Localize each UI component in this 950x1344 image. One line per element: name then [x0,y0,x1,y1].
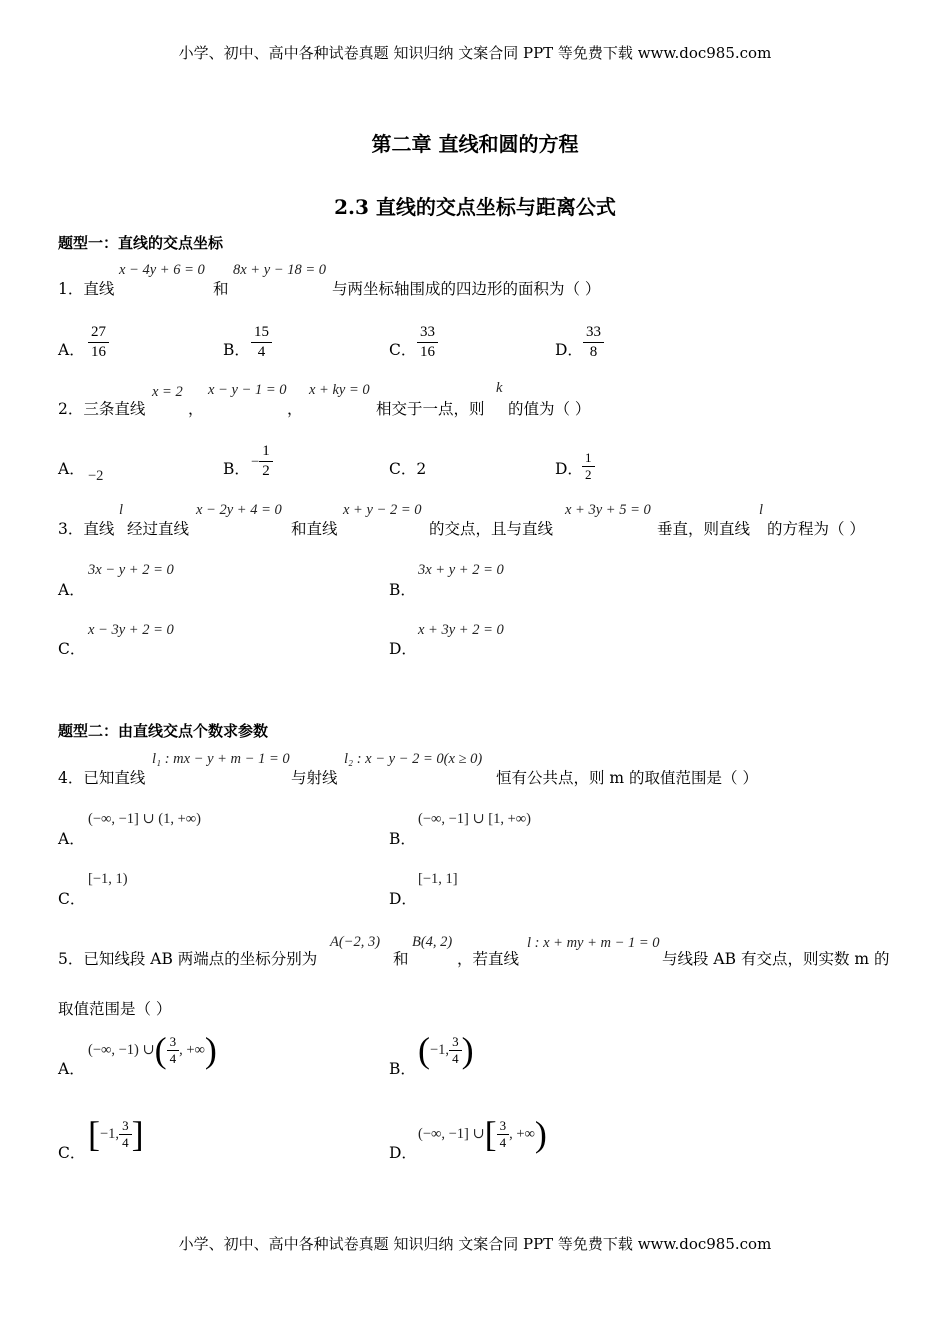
q2-option-b-value [251,442,273,481]
q3-option-d-value: x + 3y + 2 = 0 [418,622,504,638]
q4-prefix: 4．已知直线 [58,769,146,787]
q2-option-a-label: A． [58,460,85,478]
q5-line-2: 取值范围是（ ） [58,1000,172,1018]
q1-option-b-numerator: 15 [254,324,269,340]
q1-option-c-denominator: 16 [420,344,435,360]
q1-option-d-label: D． [555,341,583,359]
section-title: 2.3 直线的交点坐标与距离公式 [334,195,616,219]
q3-text-5: 的方程为（ ） [767,520,865,538]
q5-text-2: 与线段 AB 有交点，则实数 m 的 [662,950,890,968]
q4-option-d-label: D． [389,890,417,908]
q5-point-b: B(4, 2) [412,934,453,950]
q3-text-4: 垂直，则直线 [657,520,751,538]
q1-option-a-fraction [88,323,109,362]
q4-equation-1: l₁ : mx − y + m − 1 = 0 [152,751,290,767]
q5-option-a-suffix: , +∞ [179,1041,205,1058]
q5-option-a-open-paren: ( [154,1030,167,1070]
q3-option-c-value: x − 3y + 2 = 0 [88,622,174,638]
q5-option-c-prefix: −1, [100,1125,120,1142]
q2-option-b-sign: − [251,454,260,470]
q5-option-a-numerator: 3 [169,1033,177,1049]
q4-option-c-label: C． [58,890,86,908]
page-footer: 小学、初中、高中各种试卷真题 知识归纳 文案合同 PPT 等免费下载 www.doc985.com [178,1235,772,1253]
q5-equation: l : x + my + m − 1 = 0 [527,935,660,951]
q4-option-c-value: [−1, 1) [88,871,128,887]
q5-prefix: 5．已知线段 AB 两端点的坐标分别为 [58,950,318,968]
q1-option-c-label: C． [389,341,417,359]
q5-option-a-label: A． [58,1060,85,1078]
q5-option-a-close-paren: ) [204,1030,217,1070]
q1-equation-2: 8x + y − 18 = 0 [233,262,326,278]
q5-option-d-suffix: , +∞ [509,1125,535,1142]
q3-option-d-label: D． [389,640,417,658]
q1-option-c-numerator: 33 [420,324,435,340]
q3-var-l-2: l [759,502,764,518]
q2-var-k: k [496,380,503,396]
q5-option-d-numerator: 3 [499,1117,507,1133]
q3-prefix: 3．直线 [58,520,115,538]
q2-prefix: 2．三条直线 [58,400,146,418]
q4-option-a-value: (−∞, −1] ∪ (1, +∞) [88,811,201,827]
q4-option-d-value: [−1, 1] [418,871,458,887]
q3-text-2: 和直线 [291,520,338,538]
q5-option-d-value [418,1114,547,1154]
q2-suffix: 的值为（ ） [508,400,591,418]
q3-text-1: 经过直线 [127,520,190,538]
q1-option-b-denominator: 4 [257,344,266,360]
q5-option-c-value [88,1114,144,1154]
q1-option-b-label: B． [223,341,250,359]
q5-option-a-denominator: 4 [169,1050,177,1066]
q1-option-a-label: A． [58,341,85,359]
q5-option-b-value [418,1030,474,1070]
question-type-2-title: 题型二：由直线交点个数求参数 [58,722,269,740]
q5-option-c-close-bracket: ] [131,1114,144,1154]
q5-option-b-prefix: −1, [430,1041,450,1058]
q3-option-c-label: C． [58,640,86,658]
q1-option-b-fraction [251,323,272,362]
q5-option-b-open-paren: ( [418,1030,430,1070]
q3-option-b-value: 3x + y + 2 = 0 [418,562,504,578]
q5-option-d-denominator: 4 [499,1134,507,1150]
q2-mid: 相交于一点，则 [376,400,485,418]
q5-option-d-label: D． [389,1144,417,1162]
q5-option-c-numerator: 3 [122,1117,129,1133]
q1-option-a-numerator: 27 [91,324,106,340]
q1-prefix: 1．直线 [58,280,115,298]
q2-option-d-numerator: 1 [585,450,592,465]
q2-option-b-denominator: 2 [262,463,270,479]
q5-option-c-open-bracket: [ [88,1114,100,1154]
q4-suffix: 恒有公共点，则 m 的取值范围是（ ） [496,769,758,787]
q4-mid: 与射线 [291,769,338,787]
q3-option-a-value: 3x − y + 2 = 0 [88,562,174,578]
q1-option-d-fraction [583,323,604,362]
q5-option-a-value [88,1030,217,1070]
q2-option-d-denominator: 2 [585,467,592,482]
q3-var-l: l [119,502,124,518]
q4-option-b-label: B． [389,830,416,848]
chapter-title: 第二章 直线和圆的方程 [371,132,579,156]
q3-equation-3: x + 3y + 5 = 0 [565,502,651,518]
q4-equation-2: l₂ : x − y − 2 = 0(x ≥ 0) [344,751,483,767]
q2-option-b-label: B． [223,460,250,478]
q2-option-a-value: −2 [88,468,104,484]
q5-option-d-close-paren: ) [534,1114,547,1154]
q1-option-d-denominator: 8 [589,344,598,360]
q5-option-b-numerator: 3 [452,1033,459,1049]
q5-text-1: ，若直线 [457,950,520,968]
q2-equation-2: x − y − 1 = 0 [208,382,287,398]
q3-option-b-label: B． [389,581,416,599]
q2-option-d-label: D． [555,460,583,478]
q2-sep-1: ， [188,400,204,418]
q5-option-b-denominator: 4 [452,1050,459,1066]
q1-option-d-numerator: 33 [586,324,601,340]
q5-point-a: A(−2, 3) [330,934,381,950]
q5-option-c-denominator: 4 [122,1134,129,1150]
q2-option-c: C．2 [389,460,427,478]
q2-option-d-fraction [582,450,595,483]
q5-option-b-label: B． [389,1060,416,1078]
q1-suffix: 与两坐标轴围成的四边形的面积为（ ） [332,280,601,298]
q3-equation-1: x − 2y + 4 = 0 [196,502,282,518]
page-header: 小学、初中、高中各种试卷真题 知识归纳 文案合同 PPT 等免费下载 www.doc985.com [178,44,772,62]
question-type-1-title: 题型一：直线的交点坐标 [58,234,224,252]
q1-option-c-fraction [417,323,438,362]
q2-option-b-numerator: 1 [262,443,270,459]
q5-mid: 和 [393,950,409,968]
q3-option-a-label: A． [58,581,85,599]
q1-mid: 和 [213,280,229,298]
q3-text-3: 的交点，且与直线 [429,520,554,538]
q5-option-b-close-paren: ) [461,1030,474,1070]
q1-option-a-denominator: 16 [91,344,106,360]
q4-option-b-value: (−∞, −1] ∪ [1, +∞) [418,811,531,827]
q1-equation-1: x − 4y + 6 = 0 [119,262,205,278]
q3-equation-2: x + y − 2 = 0 [343,502,422,518]
q2-equation-3: x + ky = 0 [309,382,370,398]
q5-option-a-prefix: (−∞, −1) ∪ [88,1041,155,1058]
q5-option-c-label: C． [58,1144,86,1162]
q4-option-a-label: A． [58,830,85,848]
q2-equation-1: x = 2 [152,384,183,400]
q5-option-d-open-bracket: [ [484,1114,497,1154]
q5-option-d-prefix: (−∞, −1] ∪ [418,1125,485,1142]
q2-sep-2: ， [287,400,303,418]
